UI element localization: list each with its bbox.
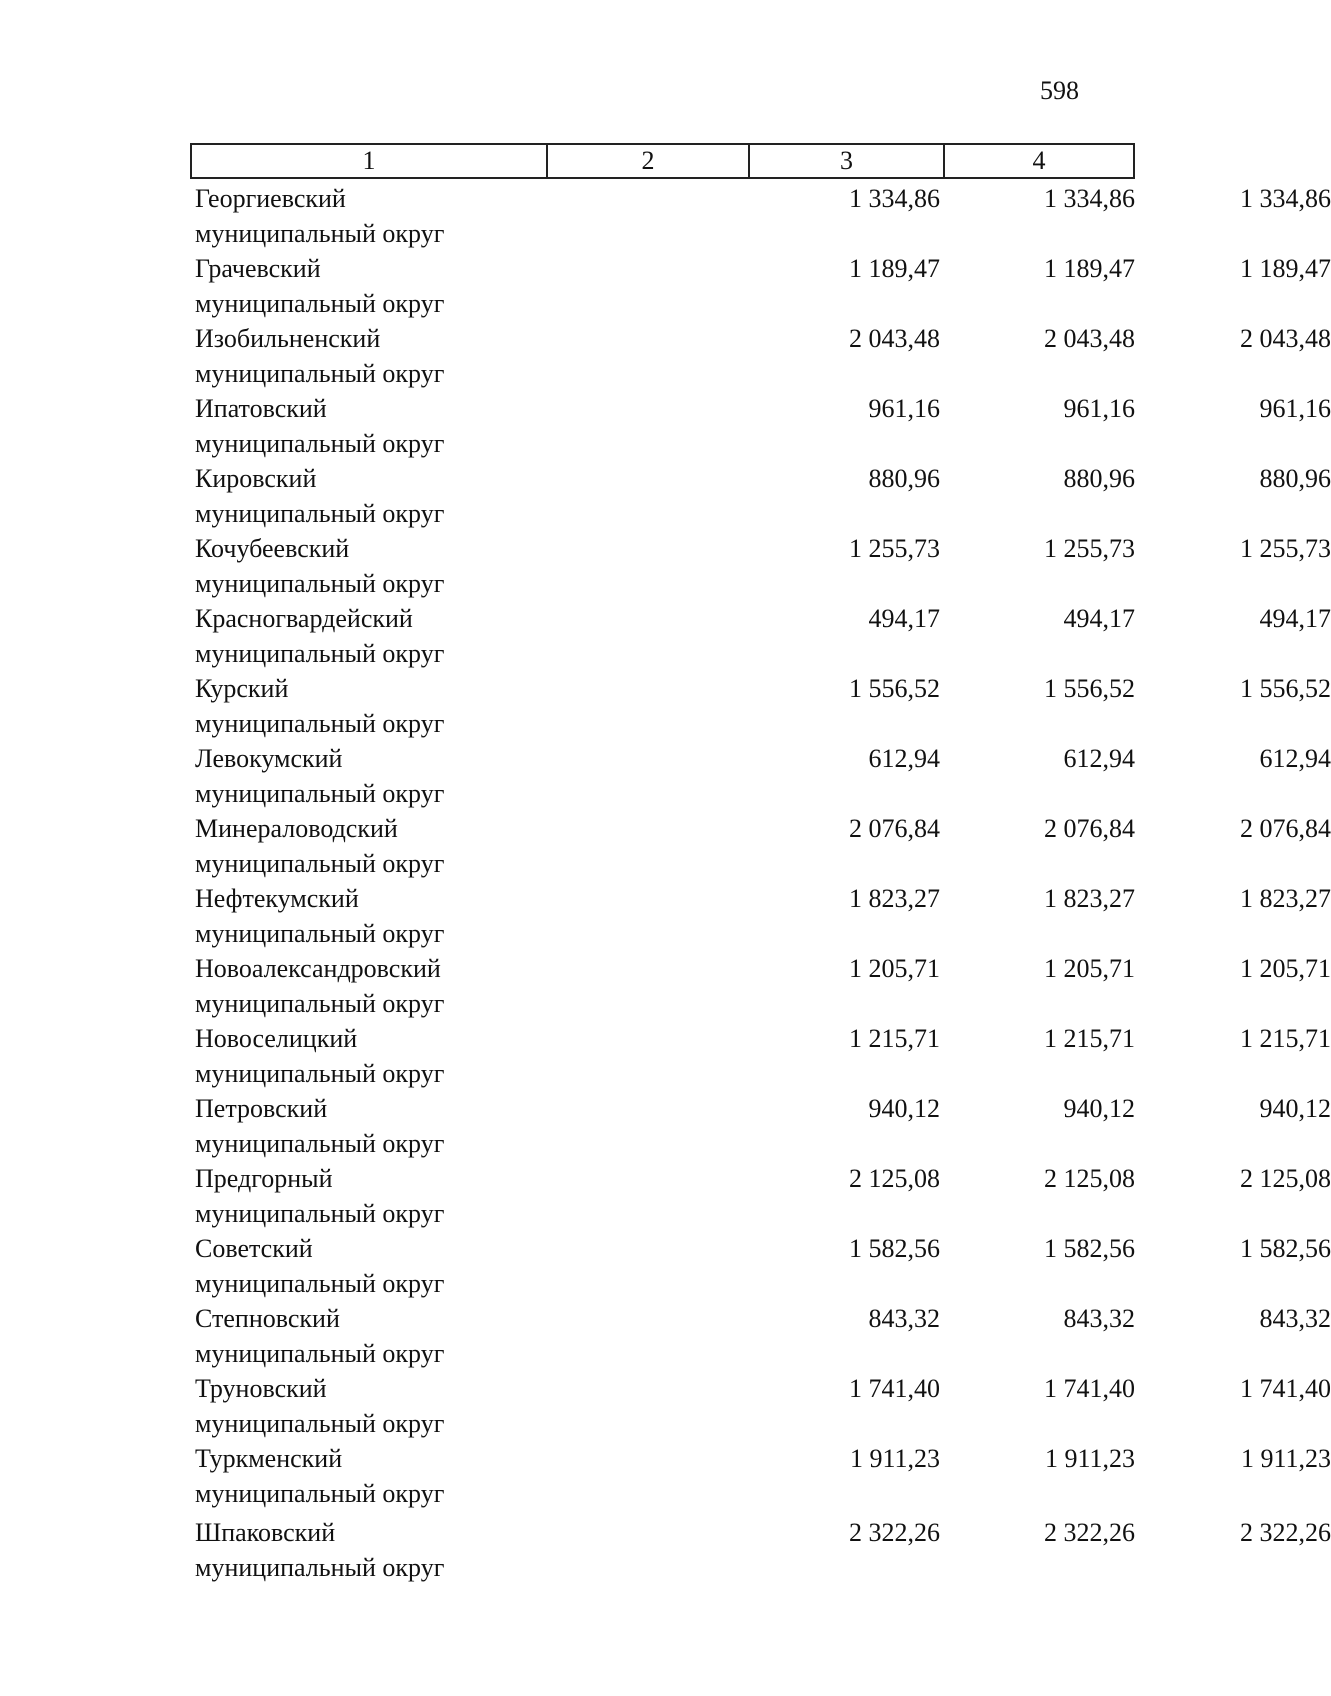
value-col-4: 2 322,26 <box>1240 1518 1331 1547</box>
municipality-name: Петровский <box>195 1094 328 1123</box>
value-col-2: 1 334,86 <box>849 184 940 213</box>
value-col-3: 1 189,47 <box>1044 254 1135 283</box>
value-col-3: 1 741,40 <box>1044 1374 1135 1403</box>
municipality-name: Нефтекумский <box>195 884 359 913</box>
value-col-3: 1 255,73 <box>1044 534 1135 563</box>
value-col-4: 961,16 <box>1259 394 1331 423</box>
municipality-name: Новоалександровский <box>195 954 441 983</box>
value-col-2: 1 823,27 <box>849 884 940 913</box>
value-col-4: 1 255,73 <box>1240 534 1331 563</box>
municipality-name: Георгиевский <box>195 184 346 213</box>
column-header-2: 2 <box>548 145 750 177</box>
municipality-type: муниципальный округ <box>195 779 445 808</box>
value-col-3: 1 556,52 <box>1044 674 1135 703</box>
municipality-type: муниципальный округ <box>195 1339 445 1368</box>
value-col-3: 2 125,08 <box>1044 1164 1135 1193</box>
value-col-3: 961,16 <box>1063 394 1135 423</box>
value-col-2: 2 043,48 <box>849 324 940 353</box>
municipality-type: муниципальный округ <box>195 709 445 738</box>
municipality-name: Изобильненский <box>195 324 381 353</box>
table-row <box>195 1512 1331 1582</box>
column-header-3: 3 <box>750 145 945 177</box>
value-col-2: 2 076,84 <box>849 814 940 843</box>
value-col-2: 1 741,40 <box>849 1374 940 1403</box>
value-col-4: 612,94 <box>1259 744 1331 773</box>
municipality-name: Советский <box>195 1234 313 1263</box>
municipality-type: муниципальный округ <box>195 289 445 318</box>
municipality-type: муниципальный округ <box>195 639 445 668</box>
municipality-type: муниципальный округ <box>195 1129 445 1158</box>
value-col-4: 494,17 <box>1259 604 1331 633</box>
municipality-type: муниципальный округ <box>195 989 445 1018</box>
municipality-name: Курский <box>195 674 289 703</box>
municipality-name: Грачевский <box>195 254 321 283</box>
municipality-name: Ипатовский <box>195 394 327 423</box>
table-row <box>195 742 1331 812</box>
municipality-name: Степновский <box>195 1304 340 1333</box>
value-col-2: 961,16 <box>868 394 940 423</box>
municipality-type: муниципальный округ <box>195 1553 445 1582</box>
value-col-4: 1 334,86 <box>1240 184 1331 213</box>
municipality-type: муниципальный округ <box>195 1199 445 1228</box>
municipality-type: муниципальный округ <box>195 359 445 388</box>
value-col-4: 2 125,08 <box>1240 1164 1331 1193</box>
value-col-4: 1 741,40 <box>1240 1374 1331 1403</box>
table-row <box>195 1372 1331 1442</box>
table-row <box>195 1302 1331 1372</box>
value-col-4: 2 043,48 <box>1240 324 1331 353</box>
value-col-2: 1 215,71 <box>849 1024 940 1053</box>
municipality-name: Левокумский <box>195 744 343 773</box>
value-col-3: 2 043,48 <box>1044 324 1135 353</box>
table-row <box>195 1442 1331 1512</box>
municipality-name: Минераловодский <box>195 814 398 843</box>
table-body <box>195 182 1331 1582</box>
table-row <box>195 322 1331 392</box>
value-col-4: 843,32 <box>1259 1304 1331 1333</box>
municipality-type: муниципальный округ <box>195 219 445 248</box>
municipality-type: муниципальный округ <box>195 499 445 528</box>
value-col-3: 1 215,71 <box>1044 1024 1135 1053</box>
municipality-type: муниципальный округ <box>195 1409 445 1438</box>
table-row <box>195 1092 1331 1162</box>
table-row <box>195 182 1331 252</box>
value-col-4: 2 076,84 <box>1240 814 1331 843</box>
municipality-type: муниципальный округ <box>195 429 445 458</box>
table-row <box>195 252 1331 322</box>
value-col-4: 880,96 <box>1259 464 1331 493</box>
table-row <box>195 882 1331 952</box>
value-col-3: 1 823,27 <box>1044 884 1135 913</box>
value-col-2: 2 125,08 <box>849 1164 940 1193</box>
value-col-3: 1 911,23 <box>1044 1444 1135 1473</box>
value-col-2: 494,17 <box>868 604 940 633</box>
value-col-2: 1 911,23 <box>849 1444 940 1473</box>
value-col-3: 880,96 <box>1063 464 1135 493</box>
column-header-4: 4 <box>1032 146 1046 175</box>
municipality-name: Кировский <box>195 464 317 493</box>
value-col-3: 843,32 <box>1063 1304 1135 1333</box>
value-col-4: 1 556,52 <box>1240 674 1331 703</box>
value-col-2: 843,32 <box>868 1304 940 1333</box>
table-row <box>195 602 1331 672</box>
table-row <box>195 672 1331 742</box>
municipality-name: Кочубеевский <box>195 534 350 563</box>
value-col-3: 940,12 <box>1063 1094 1135 1123</box>
table-row <box>195 1162 1331 1232</box>
value-col-2: 1 205,71 <box>849 954 940 983</box>
table-row <box>195 812 1331 882</box>
value-col-2: 1 255,73 <box>849 534 940 563</box>
value-col-2: 1 556,52 <box>849 674 940 703</box>
value-col-4: 1 823,27 <box>1240 884 1331 913</box>
value-col-4: 1 582,56 <box>1240 1234 1331 1263</box>
municipality-type: муниципальный округ <box>195 1479 445 1508</box>
value-col-2: 940,12 <box>868 1094 940 1123</box>
value-col-2: 1 582,56 <box>849 1234 940 1263</box>
value-col-4: 1 911,23 <box>1240 1444 1331 1473</box>
value-col-4: 1 205,71 <box>1240 954 1331 983</box>
value-col-3: 612,94 <box>1063 744 1135 773</box>
value-col-2: 612,94 <box>868 744 940 773</box>
value-col-3: 2 076,84 <box>1044 814 1135 843</box>
municipality-name: Труновский <box>195 1374 327 1403</box>
page-number: 598 <box>1040 76 1079 105</box>
value-col-2: 880,96 <box>868 464 940 493</box>
value-col-3: 1 205,71 <box>1044 954 1135 983</box>
value-col-3: 2 322,26 <box>1044 1518 1135 1547</box>
municipality-type: муниципальный округ <box>195 1269 445 1298</box>
table-row <box>195 532 1331 602</box>
column-header-1: 1 <box>192 145 548 177</box>
value-col-4: 1 189,47 <box>1240 254 1331 283</box>
municipality-name: Новоселицкий <box>195 1024 358 1053</box>
table-row <box>195 1022 1331 1092</box>
municipality-type: муниципальный округ <box>195 1059 445 1088</box>
table-row <box>195 462 1331 532</box>
value-col-3: 1 582,56 <box>1044 1234 1135 1263</box>
table-row <box>195 392 1331 462</box>
municipality-type: муниципальный округ <box>195 919 445 948</box>
municipality-name: Туркменский <box>195 1444 343 1473</box>
municipality-name: Красногвардейский <box>195 604 413 633</box>
table-row <box>195 1232 1331 1302</box>
municipality-type: муниципальный округ <box>195 849 445 878</box>
value-col-3: 1 334,86 <box>1044 184 1135 213</box>
table-header-row <box>190 143 1135 179</box>
table-row <box>195 952 1331 1022</box>
value-col-2: 1 189,47 <box>849 254 940 283</box>
value-col-3: 494,17 <box>1063 604 1135 633</box>
value-col-4: 940,12 <box>1259 1094 1331 1123</box>
municipality-name: Предгорный <box>195 1164 333 1193</box>
municipality-name: Шпаковский <box>195 1518 336 1547</box>
value-col-4: 1 215,71 <box>1240 1024 1331 1053</box>
value-col-2: 2 322,26 <box>849 1518 940 1547</box>
municipality-type: муниципальный округ <box>195 569 445 598</box>
